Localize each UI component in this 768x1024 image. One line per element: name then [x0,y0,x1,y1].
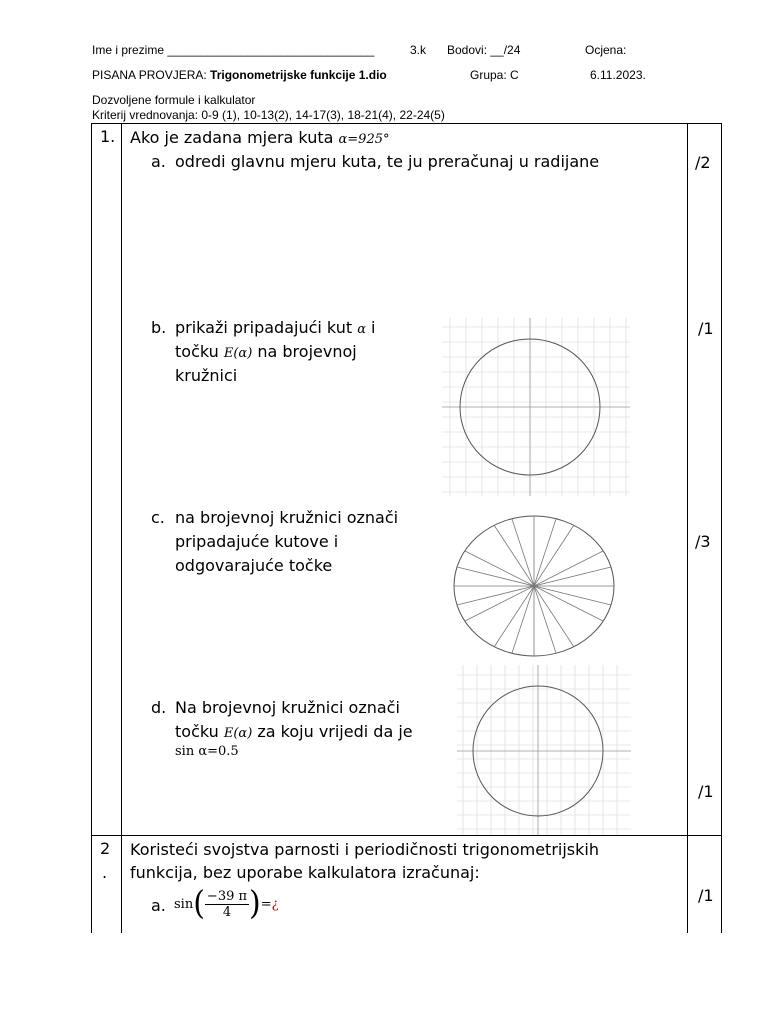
allowed-note: Dozvoljene formule i kalkulator [92,93,256,107]
q1c-line-2: pripadajuće kutove i [175,532,339,551]
table-row-divider [91,835,722,836]
q1d-score: /1 [698,782,714,801]
question-1-intro: Ako je zadana mjera kuta α=925° [130,128,390,147]
q1b-line-1: prikaži pripadajući kut α i [175,318,376,337]
q1b-line-2: točku E(α) na brojevnoj [175,342,357,361]
q1c-score: /3 [695,532,711,551]
q1d-condition: sin α=0.5 [175,744,239,759]
class-label: 3.k [410,43,427,57]
question-2-number-bottom: . [102,863,108,882]
q1a-label: a. [151,152,166,171]
unit-circle-radial-c [450,512,620,662]
name-label: Ime i prezime _______________________________ [92,43,375,57]
points-label: Bodovi: __/24 [447,43,521,57]
right-paren: ) [249,884,261,923]
left-paren: ( [193,884,205,923]
unit-circle-grid-d [457,665,631,835]
table-left-border [91,123,92,933]
question-2-line-2: funkcija, bez uporabe kalkulatora izračunaj: [130,863,480,882]
answer-placeholder-glyph: ¿ [271,896,279,912]
question-2-number-top: 2 [100,839,111,858]
q1d-label: d. [151,698,167,717]
q1d-line-1: Na brojevnoj kružnici označi [175,698,400,717]
table-col-divider-2 [687,123,688,933]
q2a-score: /1 [698,886,714,905]
radial-lines [454,516,614,656]
q2a-expression: sin ( −39 π 4 ) = ¿ [174,884,279,923]
question-1-number: 1. [100,127,116,146]
criteria-note: Kriterij vrednovanja: 0-9 (1), 10-13(2), 14-17(3), 18-21(4), 22-24(5) [92,108,445,122]
unit-circle-grid-b [442,318,630,496]
table-col-divider-1 [121,123,122,933]
question-2-line-1: Koristeći svojstva parnosti i periodičnosti trigonometrijskih [130,840,599,859]
q1b-score: /1 [698,319,714,338]
grid-lines [457,665,631,835]
q1c-line-3: odgovarajuće točke [175,556,333,575]
q1b-label: b. [151,318,167,337]
q1c-line-1: na brojevnoj kružnici označi [175,508,399,527]
q1a-score: /2 [695,153,711,172]
date-label: 6.11.2023. [590,68,646,82]
test-title: PISANA PROVJERA: Trigonometrijske funkcije 1.dio [92,68,387,82]
q1a-text: odredi glavnu mjeru kuta, te ju preračunaj u radijane [175,152,600,171]
table-top-border [91,123,722,124]
table-right-border [721,123,722,933]
q1b-line-3: kružnici [175,366,238,385]
q1d-line-2: točku E(α) za koju vrijedi da je [175,722,413,741]
group-label: Grupa: C [470,68,519,82]
q1c-label: c. [151,508,165,527]
q2a-label: a. [151,896,166,915]
grade-label: Ocjena: [585,43,627,57]
fraction: −39 π 4 [206,888,248,920]
